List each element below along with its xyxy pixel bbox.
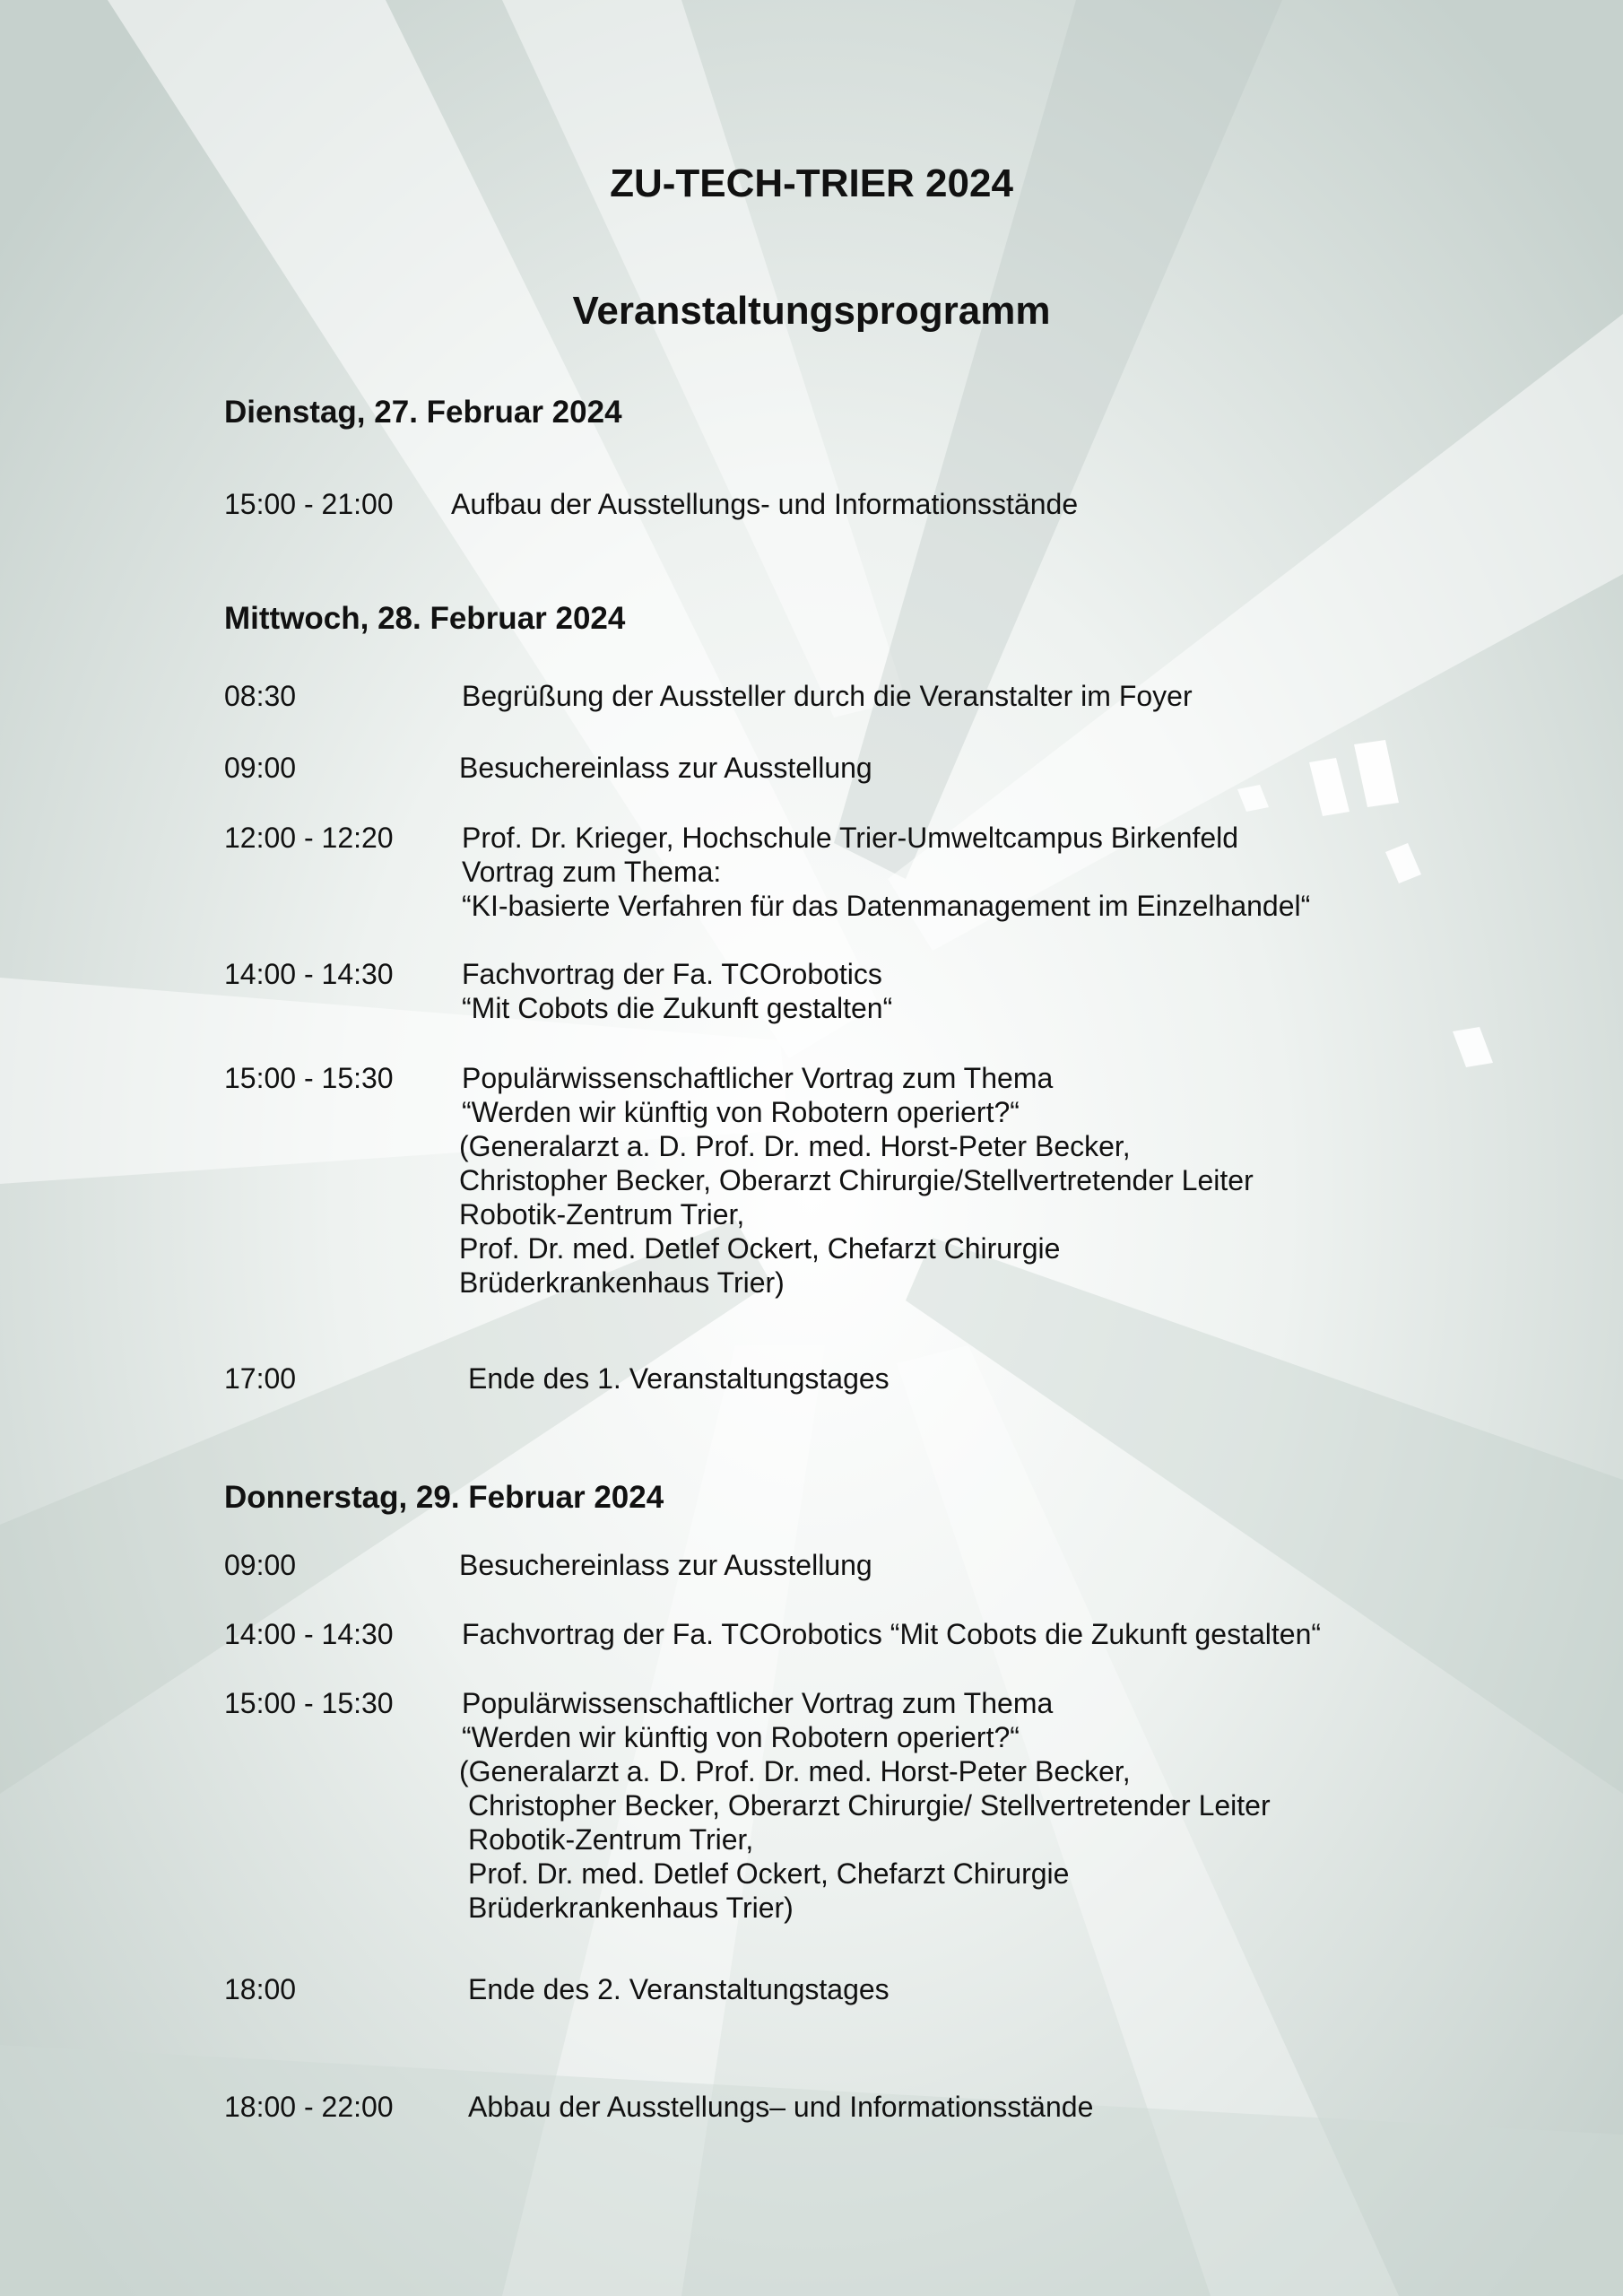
entry-description <box>462 821 1310 923</box>
entry-time: 15:00 - 21:00 <box>224 488 394 520</box>
entry-line: (Generalarzt a. D. Prof. Dr. med. Horst-Peter Becker, <box>459 1755 1131 1787</box>
entry-line: “Mit Cobots die Zukunft gestalten“ <box>462 992 893 1024</box>
entry-time: 17:00 <box>224 1362 297 1395</box>
entry-line: Ende des 2. Veranstaltungstages <box>468 1973 890 2005</box>
document-title: ZU-TECH-TRIER 2024 <box>610 161 1013 205</box>
entry-description <box>462 1617 1321 1651</box>
entry-description <box>468 1361 890 1396</box>
entry-time: 09:00 <box>224 752 297 784</box>
entry-line: Besuchereinlass zur Ausstellung <box>459 1549 872 1581</box>
entry-time: 15:00 - 15:30 <box>224 1062 394 1094</box>
entry-time: 12:00 - 12:20 <box>224 822 394 854</box>
entry-description <box>468 1972 890 2006</box>
entry-description <box>459 1061 1254 1300</box>
entry-line: Ende des 1. Veranstaltungstages <box>468 1362 890 1395</box>
entry-line: Begrüßung der Aussteller durch die Veranstalter im Foyer <box>462 680 1193 712</box>
day-heading-thursday: Donnerstag, 29. Februar 2024 <box>224 1480 664 1515</box>
entry-description <box>459 751 872 785</box>
entry-line: Christopher Becker, Oberarzt Chirurgie/ Stellvertretender Leiter <box>468 1789 1271 1822</box>
entry-line: Vortrag zum Thema: <box>462 856 722 888</box>
entry-line: Christopher Becker, Oberarzt Chirurgie/Stellvertretender Leiter <box>459 1164 1254 1196</box>
entry-line: Prof. Dr. med. Detlef Ockert, Chefarzt Chirurgie <box>468 1857 1070 1890</box>
entry-line: (Generalarzt a. D. Prof. Dr. med. Horst-Peter Becker, <box>459 1130 1131 1162</box>
entry-time: 18:00 <box>224 1973 297 2005</box>
entry-line: Prof. Dr. med. Detlef Ockert, Chefarzt Chirurgie <box>459 1232 1061 1265</box>
entry-line: Prof. Dr. Krieger, Hochschule Trier-Umweltcampus Birkenfeld <box>462 822 1239 854</box>
entry-time: 08:30 <box>224 680 297 712</box>
document-subtitle: Veranstaltungsprogramm <box>572 289 1051 333</box>
entry-time: 18:00 - 22:00 <box>224 2091 394 2123</box>
entry-time: 14:00 - 14:30 <box>224 958 394 990</box>
entry-time: 09:00 <box>224 1549 297 1581</box>
day-heading-tuesday: Dienstag, 27. Februar 2024 <box>224 395 622 430</box>
entry-line: Abbau der Ausstellungs– und Informationsstände <box>468 2091 1094 2123</box>
entry-line: Fachvortrag der Fa. TCOrobotics “Mit Cobots die Zukunft gestalten“ <box>462 1618 1322 1650</box>
entry-description <box>468 2090 1093 2124</box>
entry-line: Aufbau der Ausstellungs- und Informationsstände <box>451 488 1079 520</box>
entry-time: 14:00 - 14:30 <box>224 1618 394 1650</box>
entry-description <box>451 487 1078 521</box>
entry-line: “Werden wir künftig von Robotern operiert?“ <box>462 1096 1020 1128</box>
entry-line: Brüderkrankenhaus Trier) <box>468 1892 794 1924</box>
entry-line: “Werden wir künftig von Robotern operiert?“ <box>462 1721 1020 1753</box>
entry-line: Robotik-Zentrum Trier, <box>468 1823 754 1856</box>
entry-line: Brüderkrankenhaus Trier) <box>459 1266 785 1299</box>
entry-line: Robotik-Zentrum Trier, <box>459 1198 745 1231</box>
entry-line: Populärwissenschaftlicher Vortrag zum Thema <box>462 1062 1054 1094</box>
entry-description <box>459 1548 872 1582</box>
entry-description <box>462 957 892 1025</box>
entry-line: Fachvortrag der Fa. TCOrobotics <box>462 958 882 990</box>
day-heading-wednesday: Mittwoch, 28. Februar 2024 <box>224 601 626 636</box>
entry-line: “KI-basierte Verfahren für das Datenmanagement im Einzelhandel“ <box>462 890 1311 922</box>
entry-line: Populärwissenschaftlicher Vortrag zum Thema <box>462 1687 1054 1719</box>
entry-line: Besuchereinlass zur Ausstellung <box>459 752 872 784</box>
entry-description <box>462 679 1193 713</box>
entry-time: 15:00 - 15:30 <box>224 1687 394 1719</box>
entry-description <box>459 1686 1271 1925</box>
